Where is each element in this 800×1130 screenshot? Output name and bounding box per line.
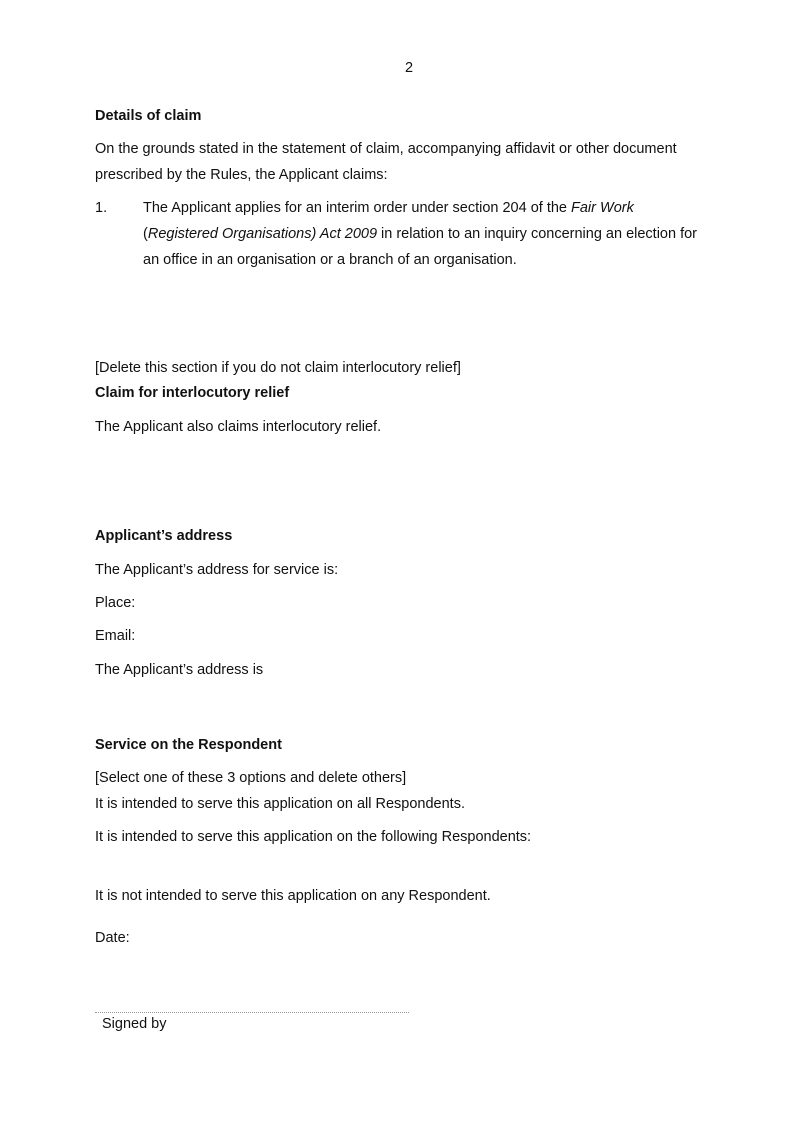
service-option-3: It is not intended to serve this application on any Respondent. (95, 888, 491, 904)
service-option-1: It is intended to serve this application on all Respondents. (95, 796, 465, 812)
interlocutory-note: [Delete this section if you do not claim interlocutory relief] (95, 360, 461, 376)
service-heading: Service on the Respondent (95, 737, 282, 753)
address-service-line: The Applicant’s address for service is: (95, 562, 339, 578)
claim-intro-line-2: prescribed by the Rules, the Applicant claims: (95, 167, 388, 183)
claim-item-line-3: an office in an organisation or a branch of an organisation. (143, 252, 517, 268)
email-label: Email: (95, 628, 136, 644)
open-paren: ( (143, 226, 148, 242)
address-heading: Applicant’s address (95, 528, 233, 544)
details-of-claim-heading: Details of claim (95, 108, 202, 124)
claim-item-number: 1. (95, 200, 108, 216)
claim-item-line-1 (143, 199, 634, 217)
act-title-italic-2: Registered Organisations) Act 2009 (147, 226, 378, 242)
service-option-2: It is intended to serve this application on the following Respondents: (95, 829, 532, 845)
act-title-italic-1: Fair Work (571, 200, 634, 216)
signature-line (95, 1012, 409, 1013)
service-note: [Select one of these 3 options and delete others] (95, 770, 407, 786)
address-line: The Applicant’s address is (95, 662, 264, 678)
date-label: Date: (95, 930, 130, 946)
place-label: Place: (95, 595, 136, 611)
interlocutory-text: The Applicant also claims interlocutory relief. (95, 419, 382, 435)
claim-item-line-2-text: in relation to an inquiry concerning an election for (377, 226, 698, 242)
interlocutory-heading: Claim for interlocutory relief (95, 385, 290, 401)
page-number: 2 (404, 60, 414, 76)
claim-intro-line-1: On the grounds stated in the statement of claim, accompanying affidavit or other document (95, 141, 677, 157)
signed-by-label: Signed by (102, 1016, 167, 1032)
claim-item-line-2 (143, 225, 697, 243)
claim-item-line-1-text: The Applicant applies for an interim order under section 204 of the (143, 200, 572, 216)
